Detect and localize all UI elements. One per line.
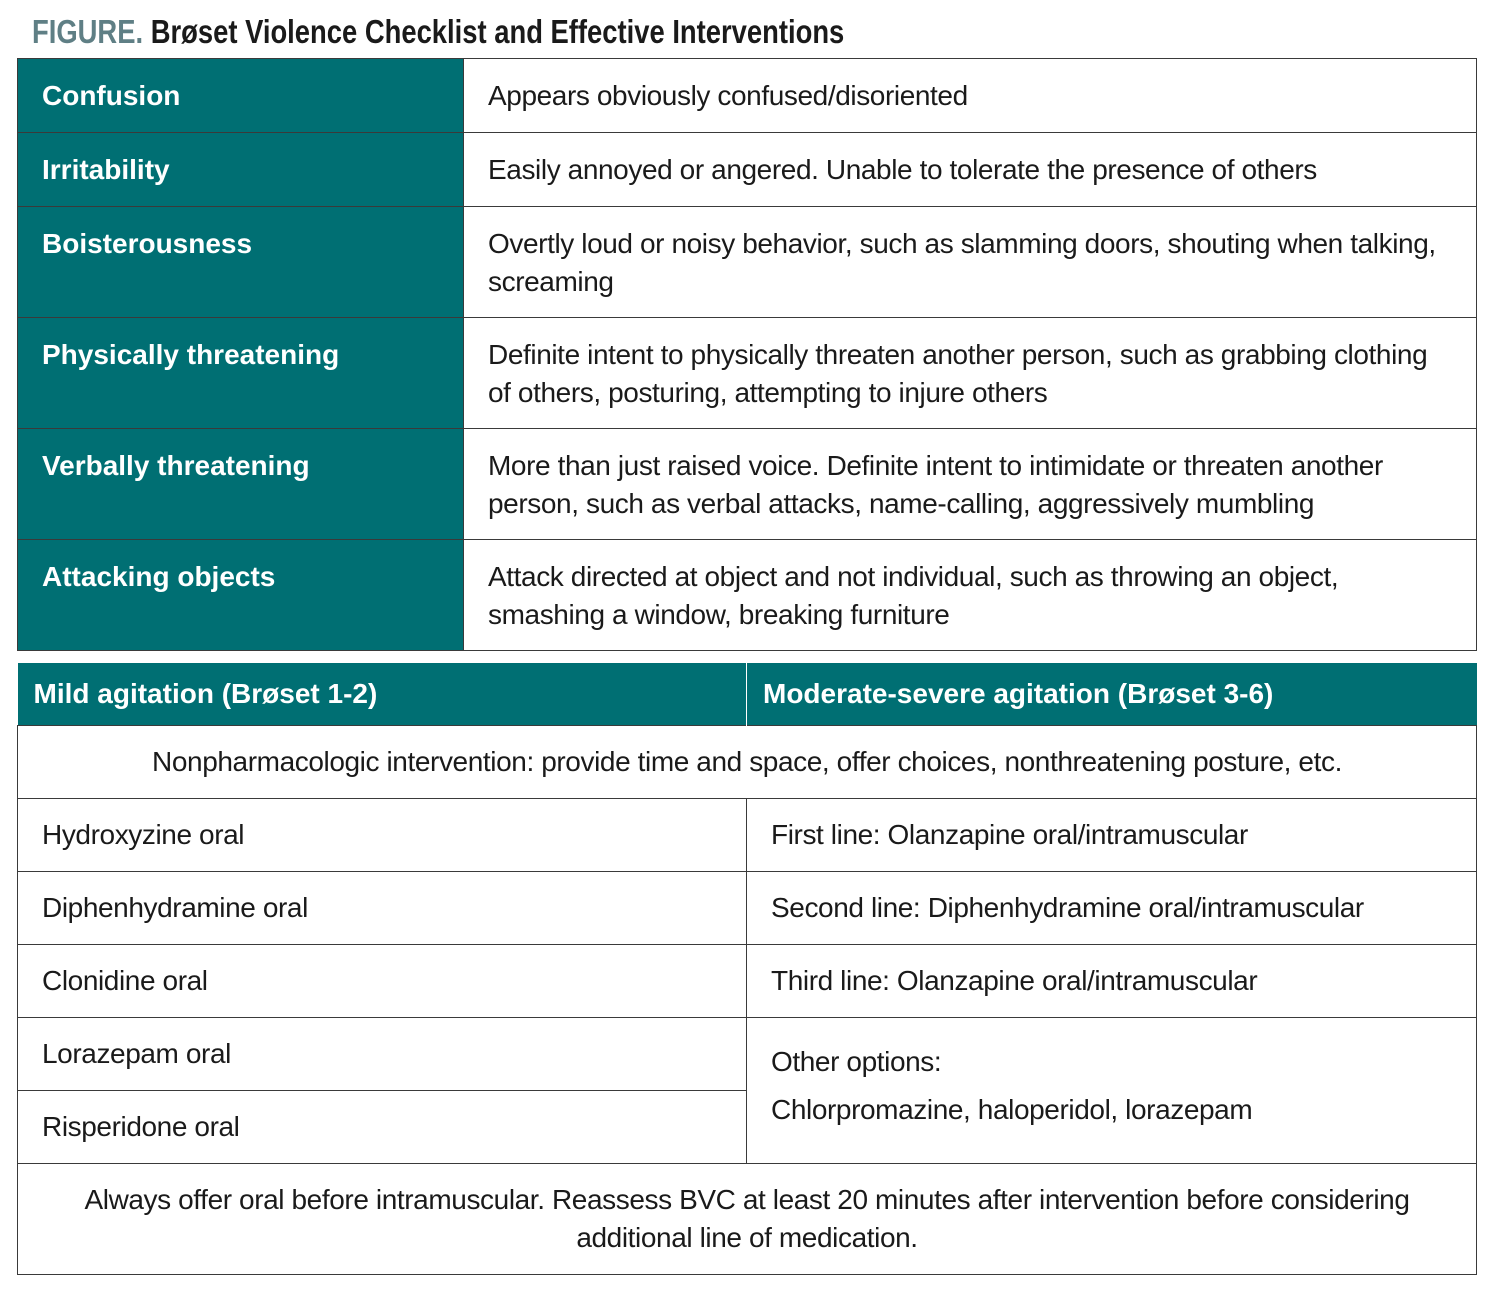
- checklist-description: Easily annoyed or angered. Unable to tolerate the presence of others: [464, 133, 1477, 207]
- mild-agitation-header: Mild agitation (Brøset 1-2): [18, 663, 747, 725]
- nonpharm-row: [18, 725, 1477, 798]
- footer-row: [18, 1163, 1477, 1274]
- checklist-row: [18, 133, 1477, 207]
- other-options-list: Chlorpromazine, haloperidol, lorazepam: [771, 1093, 1253, 1125]
- moderate-option: First line: Olanzapine oral/intramuscular: [747, 798, 1477, 871]
- other-options-label: Other options:: [771, 1045, 942, 1077]
- table-row: [18, 798, 1477, 871]
- moderate-severe-agitation-header: Moderate-severe agitation (Brøset 3-6): [747, 663, 1477, 725]
- moderate-option: Second line: Diphenhydramine oral/intramuscular: [747, 871, 1477, 944]
- checklist-row: [18, 429, 1477, 540]
- figure-label: FIGURE.: [32, 13, 144, 50]
- checklist-description: Appears obviously confused/disoriented: [464, 59, 1477, 133]
- checklist-description: Overtly loud or noisy behavior, such as slamming doors, shouting when talking, screaming: [464, 207, 1477, 318]
- checklist-row: [18, 318, 1477, 429]
- mild-option: Hydroxyzine oral: [18, 798, 747, 871]
- checklist-row: [18, 207, 1477, 318]
- mild-option: Clonidine oral: [18, 944, 747, 1017]
- table-row: [18, 871, 1477, 944]
- checklist-term: Boisterousness: [18, 207, 464, 318]
- figure-title: [32, 10, 844, 54]
- other-options-cell: [747, 1017, 1477, 1163]
- mild-option: Diphenhydramine oral: [18, 871, 747, 944]
- checklist-description: Definite intent to physically threaten another person, such as grabbing clothing of others, posturing, attempting to injure others: [464, 318, 1477, 429]
- checklist-term: Confusion: [18, 59, 464, 133]
- table-row: [18, 1017, 1477, 1090]
- mild-option: Lorazepam oral: [18, 1017, 747, 1090]
- checklist-term: Verbally threatening: [18, 429, 464, 540]
- mild-option: Risperidone oral: [18, 1090, 747, 1163]
- interventions-header-row: [18, 663, 1477, 725]
- interventions-table: [17, 663, 1477, 1275]
- checklist-description: Attack directed at object and not individual, such as throwing an object, smashing a window, breaking furniture: [464, 540, 1477, 651]
- checklist-row: [18, 540, 1477, 651]
- nonpharm-intervention: Nonpharmacologic intervention: provide time and space, offer choices, nonthreatening posture, etc.: [18, 725, 1477, 798]
- checklist-term: Attacking objects: [18, 540, 464, 651]
- checklist-term: Irritability: [18, 133, 464, 207]
- broset-checklist-table: [17, 58, 1477, 651]
- checklist-term: Physically threatening: [18, 318, 464, 429]
- footer-note: Always offer oral before intramuscular. Reassess BVC at least 20 minutes after intervention before considering additional line of medication.: [18, 1163, 1477, 1274]
- checklist-row: [18, 59, 1477, 133]
- figure-title-text: Brøset Violence Checklist and Effective Interventions: [150, 13, 845, 50]
- table-row: [18, 944, 1477, 1017]
- moderate-option: Third line: Olanzapine oral/intramuscular: [747, 944, 1477, 1017]
- checklist-description: More than just raised voice. Definite intent to intimidate or threaten another person, such as verbal attacks, name-calling, aggressively mumbling: [464, 429, 1477, 540]
